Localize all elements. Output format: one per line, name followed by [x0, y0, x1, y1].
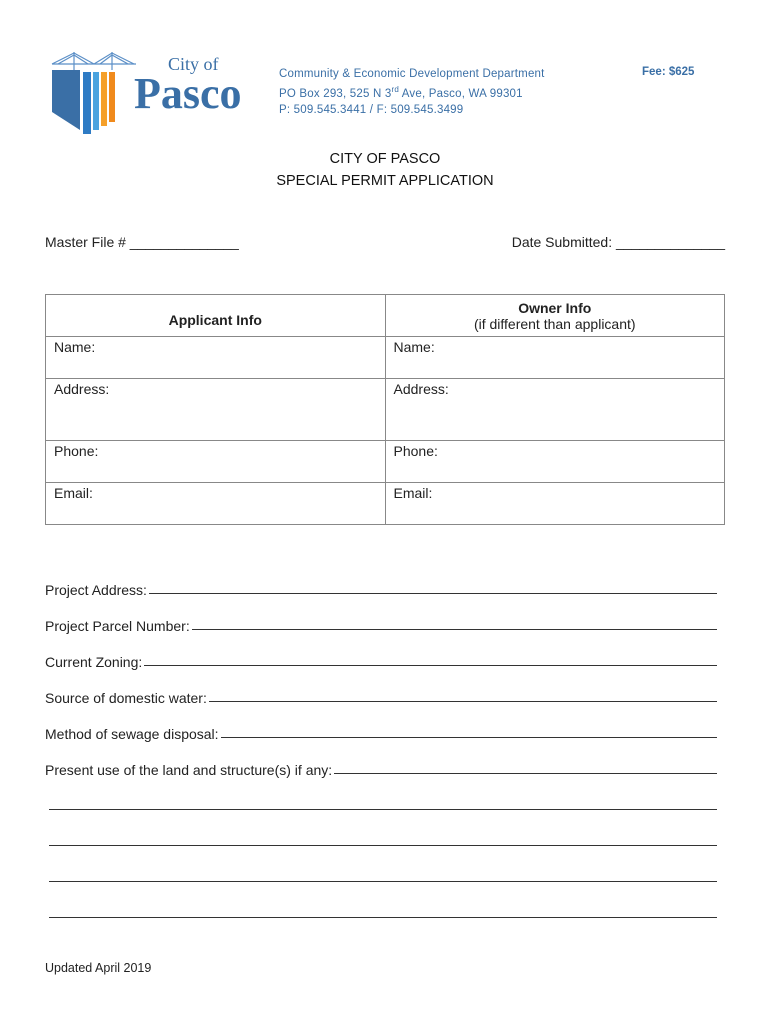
current-zoning-label: Current Zoning: [45, 654, 143, 670]
page-title [0, 148, 770, 192]
owner-address-cell[interactable]: Address: [385, 379, 725, 441]
present-use-line-4[interactable] [45, 886, 717, 922]
dept-address: PO Box 293, 525 N 3rd Ave, Pasco, WA 99301 [279, 85, 523, 100]
parcel-number-label: Project Parcel Number: [45, 618, 190, 634]
current-zoning-field[interactable] [45, 634, 717, 670]
logo-city-of-text: City of [168, 54, 219, 74]
sewage-disposal-label: Method of sewage disposal: [45, 726, 219, 742]
present-use-line-1[interactable] [45, 778, 717, 814]
fee-label: Fee: $625 [642, 66, 695, 78]
project-fields [45, 562, 717, 922]
owner-phone-cell[interactable]: Phone: [385, 441, 725, 483]
updated-date: Updated April 2019 [45, 961, 152, 975]
project-address-field[interactable] [45, 562, 717, 598]
parcel-number-field[interactable] [45, 598, 717, 634]
title-line-1: CITY OF PASCO [329, 151, 441, 167]
bridge-icon [52, 52, 136, 70]
city-of-pasco-logo [50, 50, 270, 140]
shield-icon [52, 70, 115, 134]
present-use-line-3[interactable] [45, 850, 717, 886]
present-use-line-2[interactable] [45, 814, 717, 850]
applicant-owner-table [45, 294, 725, 525]
sewage-disposal-field[interactable] [45, 706, 717, 742]
applicant-address-cell[interactable]: Address: [46, 379, 386, 441]
domestic-water-field[interactable] [45, 670, 717, 706]
owner-name-cell[interactable]: Name: [385, 337, 725, 379]
applicant-email-cell[interactable]: Email: [46, 483, 386, 525]
applicant-info-header: Applicant Info [46, 295, 386, 337]
title-line-2: SPECIAL PERMIT APPLICATION [276, 173, 494, 189]
dept-phone: P: 509.545.3441 / F: 509.545.3499 [279, 103, 464, 116]
applicant-name-cell[interactable]: Name: [46, 337, 386, 379]
owner-email-cell[interactable]: Email: [385, 483, 725, 525]
dept-name: Community & Economic Development Department [279, 68, 545, 80]
department-info [279, 66, 545, 118]
date-submitted-field[interactable]: Date Submitted: ______________ [511, 234, 725, 250]
present-use-label: Present use of the land and structure(s) if any: [45, 762, 333, 778]
present-use-field[interactable] [45, 742, 717, 778]
owner-info-header: Owner Info (if different than applicant) [385, 295, 725, 337]
project-address-label: Project Address: [45, 582, 147, 598]
domestic-water-label: Source of domestic water: [45, 690, 207, 706]
master-file-field[interactable]: Master File # ______________ [45, 234, 239, 250]
logo-pasco-text: Pasco [134, 69, 242, 118]
applicant-phone-cell[interactable]: Phone: [46, 441, 386, 483]
